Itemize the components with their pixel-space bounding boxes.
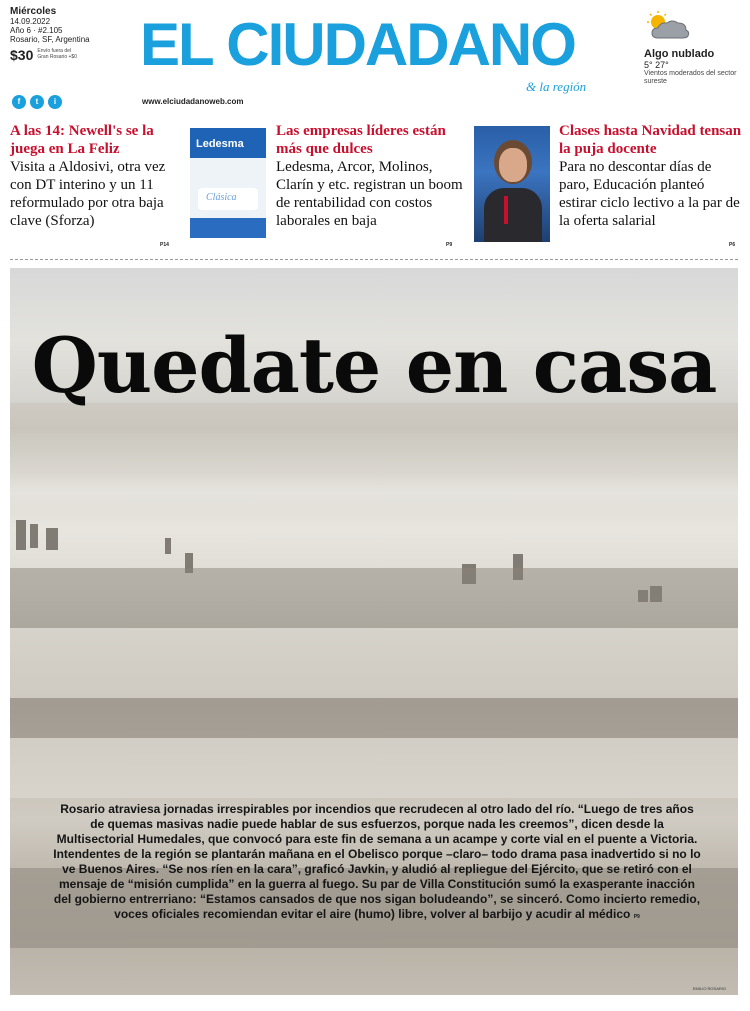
logo-tagline: & la región [526,79,587,94]
lead-text: Rosario atraviesa jornadas irrespirables por incendios que recrudecen al otro lado del río. “Luego de tres años de quemas masivas nadie puede hablar de sus esfuerzos, porque nada les creemos”, dicen desde la Multisectorial Humedales, que convocó para este fin de semana a un acampe y corte vial en el puente a Victoria. Intendentes de la región se plantarán mañana en el Obelisco porque –claro– todo drama pasa inadvertido si no lo ve Buenos Aires. “Se nos ríen en la cara”, graficó Javkin, y aludió al repliegue del Ejército, que se retiró con el mensaje de “misión cumplida” en la guerra al fuego. Su par de Villa Constitución sumó la exasperante inacción del gobierno entrerriano: “Estamos cansados de que nos sigan boludeando”, se sinceró. Como incierto remedio, voces oficiales recomiendan evitar el aire (humo) libre, volver al barbijo y acudir al médico [53,802,701,921]
teaser-body: Visita a Aldosivi, otra vez con DT interino y un 11 reformulado por otra baja clave (Sforza) [10,159,166,229]
teaser-headline: A las 14: Newell's se la juega en La Feliz [10,123,154,157]
official-portrait-image [474,126,550,242]
main-lead-paragraph [52,802,702,925]
section-divider [10,259,738,260]
cloud-sun-icon [644,10,692,42]
issue-location: Rosario, SF, Argentina [10,35,90,44]
instagram-icon[interactable]: i [48,95,62,109]
teaser-body: Para no descontar días de paro, Educación planteó estirar ciclo lectivo a la par de la oferta salarial [559,159,740,229]
weather-condition: Algo nublado [644,48,715,60]
teaser-page: P6 [729,242,736,248]
price-note: Envío fuera del Gran Rosario +$0 [37,47,77,60]
teaser-education[interactable] [559,122,743,248]
twitter-icon[interactable]: t [30,95,44,109]
weather-wind: Vientos moderados del sector sureste [644,70,737,85]
teaser-strip [0,122,750,257]
teaser-sports[interactable] [10,122,178,248]
photo-credit: EMILIO ROSARIO [692,986,726,991]
social-links [12,95,62,109]
teaser-headline: Las empresas líderes están más que dulces [276,123,446,157]
lead-page: P9 [633,914,640,920]
sugar-package-image [190,128,266,238]
teaser-page: P9 [446,242,453,248]
issue-number: Año 6 · #2.105 [10,26,63,35]
weather-box [644,10,744,86]
main-photo-smoke-over-city [10,268,738,995]
package-brand: Ledesma [196,138,244,150]
teaser-economy[interactable] [276,122,466,248]
teaser-headline: Clases hasta Navidad tensan la puja docente [559,123,742,157]
package-variant: Clásica [206,192,237,203]
teaser-body: Ledesma, Arcor, Molinos, Clarín y etc. registran un boom de rentabilidad con costos laborales en baja [276,159,463,229]
newspaper-logo[interactable]: EL CIUDADANO [140,11,575,78]
main-headline[interactable]: Quedate en casa [31,321,717,410]
teaser-page: P14 [160,242,169,248]
masthead [0,0,750,120]
issue-info [10,6,130,63]
website-link[interactable]: www.elciudadanoweb.com [142,97,244,106]
issue-date: 14.09.2022 [10,17,51,26]
issue-day: Miércoles [10,6,57,17]
issue-price: $30 [10,47,34,63]
weather-temps: 5° 27° [644,60,669,70]
facebook-icon[interactable]: f [12,95,26,109]
